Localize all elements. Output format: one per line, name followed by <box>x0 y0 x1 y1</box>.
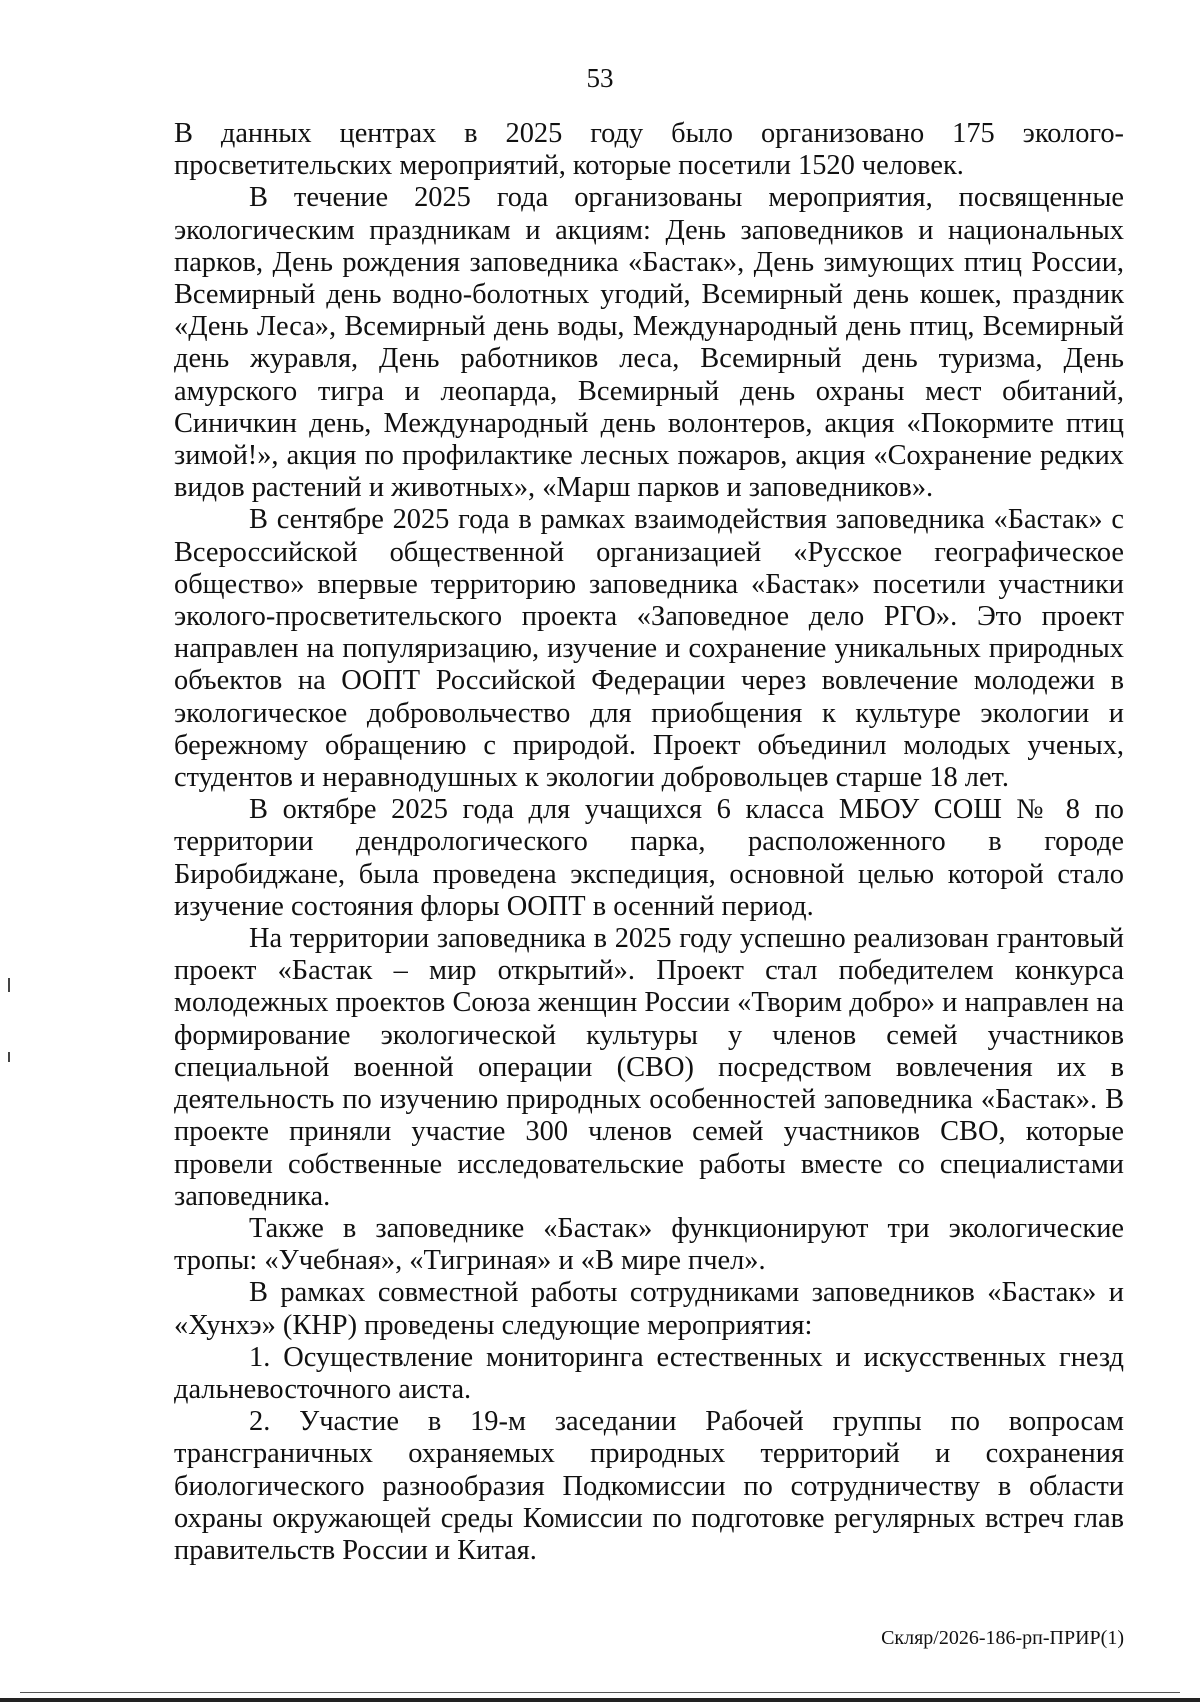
paragraph: Также в заповеднике «Бастак» функционируют три экологические тропы: «Учебная», «Тигриная» и «В мире пчел». <box>174 1212 1124 1277</box>
paragraph: На территории заповедника в 2025 году успешно реализован грантовый проект «Бастак – мир открытий». Проект стал победителем конкурса молодежных проектов Союза женщин России «Творим добро» и направлен на формирование экологической культуры у членов семей участников специальной военной операции (СВО) посредством вовлечения их в деятельность по изучению природных особенностей заповедника «Бастак». В проекте приняли участие 300 членов семей участников СВО, которые провели собственные исследовательские работы вместе со специалистами заповедника. <box>174 923 1124 1212</box>
paragraph: В данных центрах в 2025 году было организовано 175 эколого-просветительских мероприятий, которые посетили 1520 человек. <box>174 118 1124 182</box>
list-item: 2. Участие в 19-м заседании Рабочей группы по вопросам трансграничных охраняемых природных территорий и сохранения биологического разнообразия Подкомиссии по сотрудничеству в области охраны окружающей среды Комиссии по подготовке регулярных встреч глав правительств России и Китая. <box>174 1406 1124 1566</box>
paragraph: В рамках совместной работы сотрудниками заповедников «Бастак» и «Хунхэ» (КНР) проведены следующие мероприятия: <box>174 1277 1124 1341</box>
paragraph: В течение 2025 года организованы мероприятия, посвященные экологическим праздникам и акциям: День заповедников и национальных парков, День рождения заповедника «Бастак», День зимующих птиц России, Всемирный день водно-болотных угодий, Всемирный день кошек, праздник «День Леса», Всемирный день воды, Международный день птиц, Всемирный день журавля, День работников леса, Всемирный день туризма, День амурского тигра и леопарда, Всемирный день охраны мест обитаний, Синичкин день, Международный день волонтеров, акция «Покормите птиц зимой!», акция по профилактике лесных пожаров, акция «Сохранение редких видов растений и животных», «Марш парков и заповедников». <box>174 182 1124 504</box>
scan-edge-line <box>20 1692 1180 1693</box>
document-body <box>174 118 1124 1567</box>
scan-edge-line <box>0 1698 1200 1702</box>
scan-artifact <box>8 978 10 992</box>
paragraph: В октябре 2025 года для учащихся 6 класса МБОУ СОШ № 8 по территории дендрологического парка, расположенного в городе Биробиджане, была проведена экспедиция, основной целью которой стало изучение состояния флоры ООПТ в осенний период. <box>174 794 1124 922</box>
scan-artifact <box>8 1052 10 1062</box>
list-item: 1. Осуществление мониторинга естественных и искусственных гнезд дальневосточного аиста. <box>174 1341 1124 1405</box>
paragraph: В сентябре 2025 года в рамках взаимодействия заповедника «Бастак» с Всероссийской общественной организацией «Русское географическое общество» впервые территорию заповедника «Бастак» посетили участники эколого-просветительского проекта «Заповедное дело РГО». Это проект направлен на популяризацию, изучение и сохранение уникальных природных объектов на ООПТ Российской Федерации через вовлечение молодежи в экологическое добровольчество для приобщения к культуре экологии и бережному обращению с природой. Проект объединил молодых ученых, студентов и неравнодушных к экологии добровольцев старше 18 лет. <box>174 504 1124 794</box>
document-code: Скляр/2026-186-рп-ПРИР(1) <box>881 1627 1124 1649</box>
page-number: 53 <box>586 63 614 93</box>
